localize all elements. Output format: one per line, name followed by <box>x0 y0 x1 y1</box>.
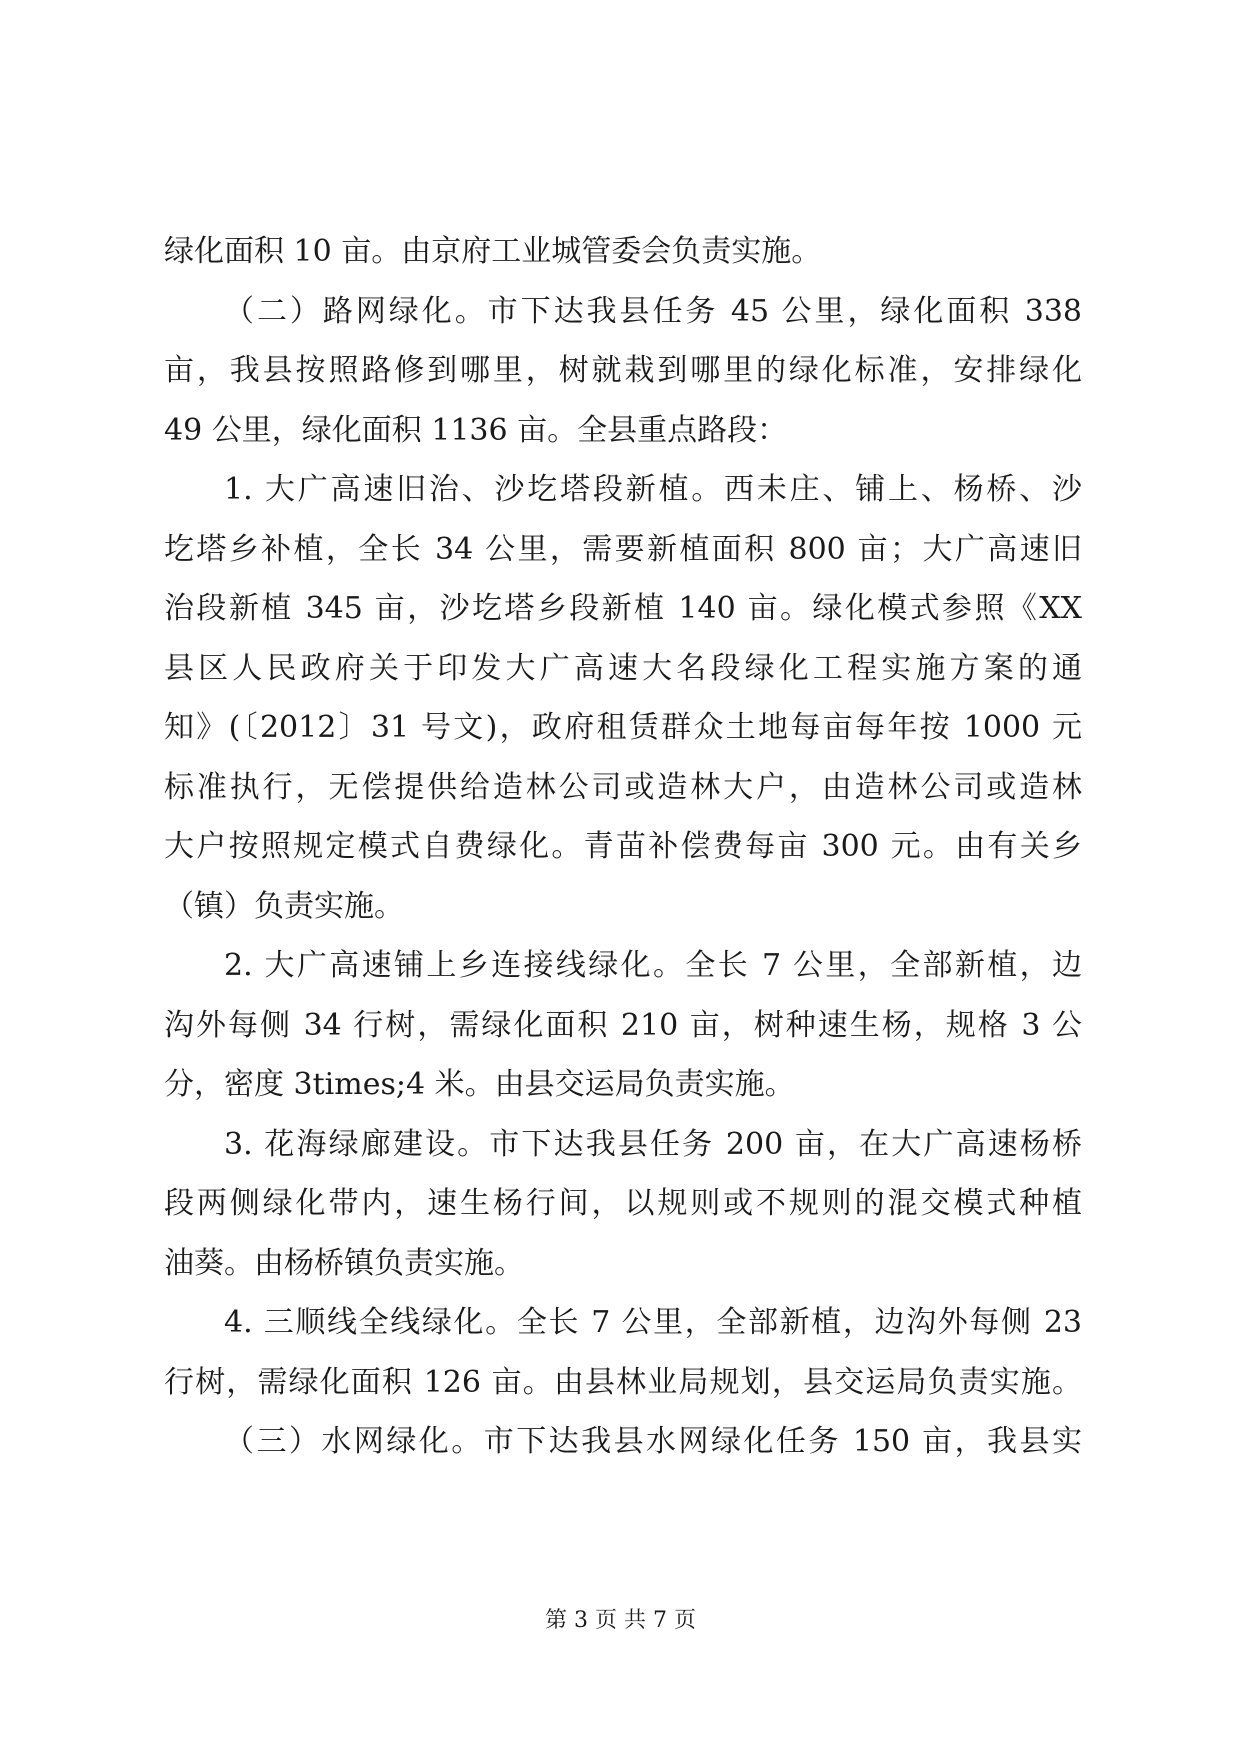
text-line: 亩，我县按照路修到哪里，树就栽到哪里的绿化标准，安排绿化 <box>164 353 1082 388</box>
text-line: 油葵。由杨桥镇负责实施。 <box>164 1245 524 1281</box>
text-line: 沟外每侧 34 行树，需绿化面积 210 亩，树种速生杨，规格 3 公 <box>164 1007 1082 1043</box>
text-line: 标准执行，无偿提供给造林公司或造林大户，由造林公司或造林 <box>164 769 1082 805</box>
text-line: （镇）负责实施。 <box>164 888 404 924</box>
text-line: 分，密度 3times;4 米。由县交运局负责实施。 <box>164 1067 795 1102</box>
text-line: （二）路网绿化。市下达我县任务 45 公里，绿化面积 338 <box>224 293 1082 329</box>
text-line: 1. 大广高速旧治、沙圪塔段新植。西未庄、铺上、杨桥、沙 <box>224 472 1082 507</box>
text-line: 治段新植 345 亩，沙圪塔乡段新植 140 亩。绿化模式参照《XX <box>164 591 1082 626</box>
text-line: 圪塔乡补植，全长 34 公里，需要新植面积 800 亩；大广高速旧 <box>164 531 1082 567</box>
text-line: 大户按照规定模式自费绿化。青苗补偿费每亩 300 元。由有关乡 <box>164 829 1082 864</box>
text-line: 行树，需绿化面积 126 亩。由县林业局规划，县交运局负责实施。 <box>164 1364 1082 1400</box>
page-footer: 第 3 页 共 7 页 <box>545 1608 696 1633</box>
text-line: 县区人民政府关于印发大广高速大名段绿化工程实施方案的通 <box>164 650 1082 686</box>
text-line: 绿化面积 10 亩。由京府工业城管委会负责实施。 <box>164 234 822 269</box>
text-line: 2. 大广高速铺上乡连接线绿化。全长 7 公里，全部新植，边 <box>224 948 1082 983</box>
text-line: （三）水网绿化。市下达我县水网绿化任务 150 亩，我县实 <box>224 1424 1082 1459</box>
text-line: 4. 三顺线全线绿化。全长 7 公里，全部新植，边沟外每侧 23 <box>224 1305 1082 1340</box>
document-body <box>164 222 1082 1472</box>
text-line: 知》(〔2012〕31 号文)，政府租赁群众土地每亩每年按 1000 元 <box>164 710 1082 745</box>
text-line: 49 公里，绿化面积 1136 亩。全县重点路段： <box>164 412 788 448</box>
text-line: 段两侧绿化带内，速生杨行间，以规则或不规则的混交模式种植 <box>164 1186 1082 1221</box>
text-line: 3. 花海绿廊建设。市下达我县任务 200 亩，在大广高速杨桥 <box>224 1126 1082 1162</box>
